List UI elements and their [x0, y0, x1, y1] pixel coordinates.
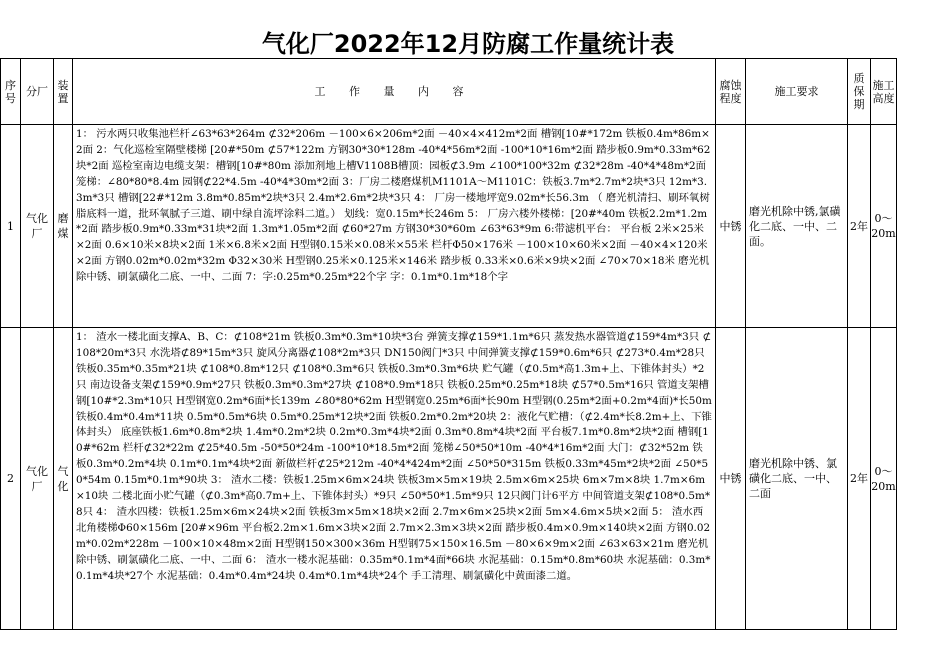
cell-branch: 气化厂	[21, 125, 54, 328]
header-branch: 分厂	[21, 59, 54, 125]
work-table	[0, 58, 897, 630]
cell-device: 气化	[54, 328, 73, 630]
cell-content: 1： 污水两只收集池栏杆∠63*63*264m ⊄32*206m －100×6×206m*2面 －40×4×412m*2面 槽钢[10#*172m 铁板0.4m*86m×2面 2：气化巡检室隔壁楼梯 [20#*50m ⊄57*122m 方钢30*30*128m -40*4*56m*2面 -100*10*16m*2面 踏步板0.9m*0.33m*62块*2面 巡检室南边电缆支架：槽钢[10#*80m 添加剂地上槽V1108B槽顶：园板⊄3.9m ∠100*100*32m ⊄32*28m -40*4*48m*2面 笼梯：∠80*80*8.4m 园钢⊄22*4.5m -40*4*30m*2面 3：厂房二楼磨煤机M1101A～M1101C：铁板3.7m*2.7m*2块*3只 12m*3.3m*3只 槽钢[22#*12m 3.8m*0.85m*2块*3只 2.4m*2.6m*2块*3只 4： 厂房一楼地坪宽9.02m*长56.3m （ 磨光机清扫、刷环氧树脂底料一道，批环氧腻子三道、刷中绿自流坪涂料二道。） 划线：宽0.15m*长246m 5： 厂房六楼外楼梯：[20#*40m 铁板2.2m*1.2m*2面 踏步板0.9m*0.33m*31块*2面 1.3m*1.05m*2面 ⊄60*27m 方钢30*30*60m ∠63*63*9m 6:带滤机平台： 平台板 2米×25米×2面 0.6×10米×8块×2面 1米×6.8米×2面 H型钢0.15米×0.08米×55米 栏杆Φ50×176米 －100×10×60米×2面 －40×4×120米×2面 方钢0.02m*0.02m*32m Φ32×30米 H型钢0.25米×0.125米×146米 踏步板 0.33米×0.6米×9块×2面 ∠70×70×18米 磨光机除中锈、刷氯磺化二底、一中、二面 7：字:0.25m*0.25m*22个字 字：0.1m*0.1m*18个字	[73, 125, 716, 328]
header-height: 施工高度	[871, 59, 897, 125]
cell-warranty: 2年	[848, 125, 871, 328]
cell-device: 磨煤	[54, 125, 73, 328]
cell-branch: 气化厂	[21, 328, 54, 630]
header-device: 装置	[54, 59, 73, 125]
header-corrosion: 腐蚀程度	[716, 59, 746, 125]
cell-seq: 2	[1, 328, 21, 630]
table-row	[1, 328, 897, 630]
header-requirement: 施工要求	[746, 59, 848, 125]
cell-seq: 1	[1, 125, 21, 328]
header-warranty: 质保期	[848, 59, 871, 125]
table-row	[1, 125, 897, 328]
page-title: 气化厂2022年12月防腐工作量统计表	[261, 30, 675, 58]
cell-height: 0～20m	[871, 125, 897, 328]
cell-requirement: 磨光机除中锈,氯磺化二底、一中、二面。	[746, 125, 848, 328]
cell-content: 1： 渣水一楼北面支撑A、B、C：⊄108*21m 铁板0.3m*0.3m*10块*3台 弹簧支撑⊄159*1.1m*6只 蒸发热水器管道⊄159*4m*3只 ⊄108*20m*3只 水洗塔⊄89*15m*3只 旋风分离器⊄108*2m*3只 DN150阀门*3只 中间弹簧支撑⊄159*0.6m*6只 ⊄273*0.4m*28只 铁板0.35m*0.35m*21块 ⊄108*0.8m*12只 ⊄108*0.3m*6只 铁板0.3m*0.3m*6块 贮气罐（⊄0.5m*高1.3m+上、下锥体封头）*2只 南边设备支架⊄159*0.9m*27只 铁板0.3m*0.3m*27块 ⊄108*0.9m*18只 铁板0.25m*0.25m*18块 ⊄57*0.5m*16只 管道支架槽钢[10#*2.3m*10只 H型钢宽0.2m*6面*长139m ∠80*80*62m H型钢宽0.25m*6面*长90m H型钢(0.25m*2面+0.2m*4面)*长50m 铁板0.4m*0.4m*11块 0.5m*0.5m*6块 0.5m*0.25m*12块*2面 铁板0.2m*0.2m*20块 2：液化气贮槽：（⊄2.4m*长8.2m+上、下锥体封头） 底座铁板1.6m*0.8m*2块 1.4m*0.2m*2块 0.2m*0.3m*4块*2面 0.3m*0.8m*4块*2面 平台板7.1m*0.8m*2块*2面 槽钢[10#*62m 栏杆⊄32*22m ⊄25*40.5m -50*50*24m -100*10*18.5m*2面 笼梯∠50*50*10m -40*4*16m*2面 大门：⊄32*52m 铁板0.3m*0.2m*4块 0.1m*0.1m*4块*2面 新做栏杆⊄25*212m -40*4*424m*2面 ∠50*50*315m 铁板0.33m*45m*2块*2面 ∠50*50*54m 0.15m*0.1m*90块 3： 渣水二楼：铁板1.25m×6m×24块 铁板3m×5m×19块 2.5m×6m×25块 6m×7m×8块 1.7m×6m×10块 二楼北面小贮气罐（⊄0.3m*高0.7m+上、下锥体封头）*9只 ∠50*50*1.5m*9只 12只阀门计6平方 中间管道支架⊄108*0.5m*8只 4： 渣水四楼：铁板1.25m×6m×24块×2面 铁板3m×5m×18块×2面 2.7m×6m×25块×2面 5m×4.6m×5块×2面 5： 渣水西北角楼梯Φ60×156m [20#×96m 平台板2.2m×1.6m×3块×2面 2.7m×2.3m×3块×2面 踏步板0.4m×0.9m×140块×2面 方钢0.02m*0.02m*228m －100×10×48m×2面 H型钢150×300×36m H型钢75×150×16.5m －80×6×9m×2面 ∠63×63×21m 磨光机除中锈、刷氯磺化二底、一中、二面 6： 渣水一楼水泥基础：0.35m*0.1m*4面*66块 水泥基础：0.15m*0.8m*60块 水泥基础：0.3m*0.1m*4块*27个 水泥基础：0.4m*0.4m*24块 0.4m*0.1m*4块*24个 手工清理、刷氯磺化中黄面漆二道。	[73, 328, 716, 630]
cell-warranty: 2年	[848, 328, 871, 630]
cell-height: 0～20m	[871, 328, 897, 630]
cell-corrosion: 中锈	[716, 328, 746, 630]
header-content: 工 作 量 内 容	[73, 59, 716, 125]
cell-requirement: 磨光机除中锈、氯磺化二底、一中、二面	[746, 328, 848, 630]
header-row	[1, 59, 897, 125]
header-seq: 序号	[1, 59, 21, 125]
cell-corrosion: 中锈	[716, 125, 746, 328]
